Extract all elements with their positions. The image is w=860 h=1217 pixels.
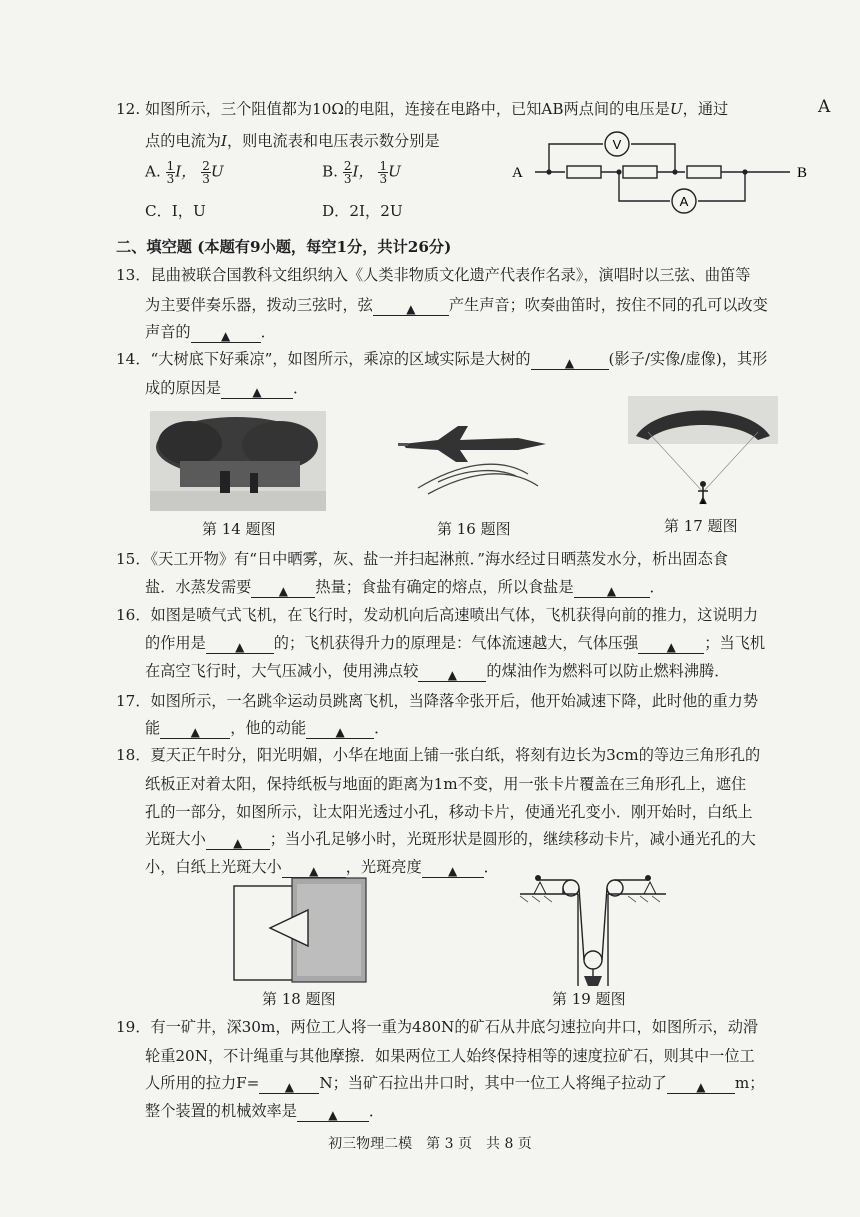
- mine-pulley-diagram: [518, 868, 668, 988]
- terminal-a-label: A: [512, 165, 523, 181]
- q19-line4: 整个装置的机械效率是 ▲ ．: [145, 1102, 385, 1122]
- figure-14-caption: 第 14 题图: [202, 520, 276, 538]
- answer-blank[interactable]: ▲: [206, 635, 274, 654]
- q15-line1: 15．《天工开物》有“日中晒雾，灰、盐一并扫起淋煎．”海水经过日晒蒸发水分，析出固态食: [116, 550, 728, 568]
- terminal-b-label: B: [797, 165, 808, 181]
- q19-line3: 人所用的拉力F= ▲ N；当矿石拉出井口时，其中一位工人将绳子拉动了 ▲ m；: [145, 1074, 765, 1094]
- answer-blank[interactable]: ▲: [667, 1075, 735, 1094]
- tree-image: [150, 411, 326, 511]
- q18-line5: 小，白纸上光斑大小 ▲ ，光斑亮度 ▲ ．: [145, 858, 499, 878]
- q13-line2: 为主要伴奏乐器，拨动三弦时，弦 ▲ 产生声音；吹奏曲笛时，按住不同的孔可以改变: [145, 296, 768, 316]
- q16-line1: 16．如图是喷气式飞机，在飞行时，发动机向后高速喷出气体，飞机获得向前的推力，这说明力: [116, 606, 759, 624]
- q16-line3: 在高空飞行时，大气压减小，使用沸点较 ▲ 的煤油作为燃料可以防止燃料沸腾．: [145, 662, 730, 682]
- answer-blank[interactable]: ▲: [282, 859, 346, 878]
- q13-line3: 声音的 ▲ ．: [145, 323, 276, 343]
- q18-line1: 18．夏天正午时分，阳光明媚，小华在地面上铺一张白纸，将刻有边长为3cm的等边三角形孔的: [116, 746, 761, 764]
- answer-blank[interactable]: ▲: [191, 324, 261, 343]
- answer-blank[interactable]: ▲: [422, 859, 484, 878]
- figure-16-caption: 第 16 题图: [437, 520, 511, 538]
- q12-line2: 点的电流为I，则电流表和电压表示数分别是: [145, 132, 440, 150]
- voltmeter-label: V: [612, 137, 622, 152]
- q12-option-a: A. $\frac{1}{3}$ I， $\frac{2}{3}$ U: [145, 159, 224, 186]
- q17-line1: 17．如图所示，一名跳伞运动员跳离飞机，当降落伞张开后，他开始减速下降，此时他的重力势: [116, 692, 759, 710]
- q19-line1: 19．有一矿井，深30m，两位工人将一重为480N的矿石从井底匀速拉向井口，如图所示，动滑: [116, 1018, 759, 1036]
- answer-blank[interactable]: ▲: [221, 380, 293, 399]
- q12-option-d: D．2I，2U: [322, 202, 403, 220]
- answer-blank[interactable]: ▲: [251, 579, 315, 598]
- figure-19-caption: 第 19 题图: [552, 990, 626, 1008]
- q15-line2: 盐．水蒸发需要 ▲ 热量；食盐有确定的熔点，所以食盐是 ▲ ．: [145, 578, 665, 598]
- parachutist-image: [628, 396, 778, 508]
- q19-line2: 轮重20N，不计绳重与其他摩擦．如果两位工人始终保持相等的速度拉矿石，则其中一位工: [145, 1047, 755, 1065]
- q12-option-b: B. $\frac{2}{3}$ I， $\frac{1}{3}$ U: [322, 159, 401, 186]
- q16-line2: 的作用是 ▲ 的；飞机获得升力的原理是：气体流速越大，气体压强 ▲ ；当飞机: [145, 634, 765, 654]
- ammeter-label: A: [679, 194, 689, 209]
- figure-17-caption: 第 17 题图: [664, 517, 738, 535]
- q12-point-a-text: A: [818, 97, 831, 117]
- section-2-header: 二、填空题 (本题有9小题，每空1分，共计26分): [116, 238, 452, 256]
- q18-line3: 孔的一部分，如图所示，让太阳光透过小孔，移动卡片，使通光孔变小．刚开始时，白纸上: [145, 803, 753, 821]
- q14-line1: 14．“大树底下好乘凉”，如图所示，乘凉的区域实际是大树的 ▲ (影子/实像/虚像)，其形: [116, 350, 768, 370]
- q13-line1: 13．昆曲被联合国教科文组织纳入《人类非物质文化遗产代表作名录》，演唱时以三弦、曲笛等: [116, 266, 751, 284]
- answer-blank[interactable]: ▲: [373, 297, 449, 316]
- answer-blank[interactable]: ▲: [259, 1075, 319, 1094]
- q12-option-c: C．I，U: [145, 202, 206, 220]
- q18-line4: 光斑大小 ▲ ；当小孔足够小时，光斑形状是圆形的，继续移动卡片，减小通光孔的大: [145, 830, 756, 850]
- answer-blank[interactable]: ▲: [297, 1103, 369, 1122]
- answer-blank[interactable]: ▲: [638, 635, 704, 654]
- jet-airplane-image: [398, 406, 548, 498]
- q12-line1: 12. 如图所示，三个阻值都为10Ω的电阻，连接在电路中，已知AB两点间的电压是U，通过: [116, 100, 729, 118]
- answer-blank[interactable]: ▲: [418, 663, 486, 682]
- q14-line2: 成的原因是 ▲ ．: [145, 379, 309, 399]
- page-footer: 初三物理二模 第 3 页 共 8 页: [328, 1136, 532, 1152]
- answer-blank[interactable]: ▲: [531, 351, 609, 370]
- figure-18-caption: 第 18 题图: [262, 990, 336, 1008]
- answer-blank[interactable]: ▲: [160, 720, 230, 739]
- q18-line2: 纸板正对着太阳，保持纸板与地面的距离为1m不变，用一张卡片覆盖在三角形孔上，遮住: [145, 775, 747, 793]
- q12-circuit-diagram: [505, 126, 815, 218]
- answer-blank[interactable]: ▲: [306, 720, 374, 739]
- q17-line2: 能 ▲ ，他的动能 ▲ ．: [145, 719, 390, 739]
- answer-blank[interactable]: ▲: [206, 831, 270, 850]
- answer-blank[interactable]: ▲: [574, 579, 650, 598]
- card-triangle-hole-diagram: [230, 876, 370, 986]
